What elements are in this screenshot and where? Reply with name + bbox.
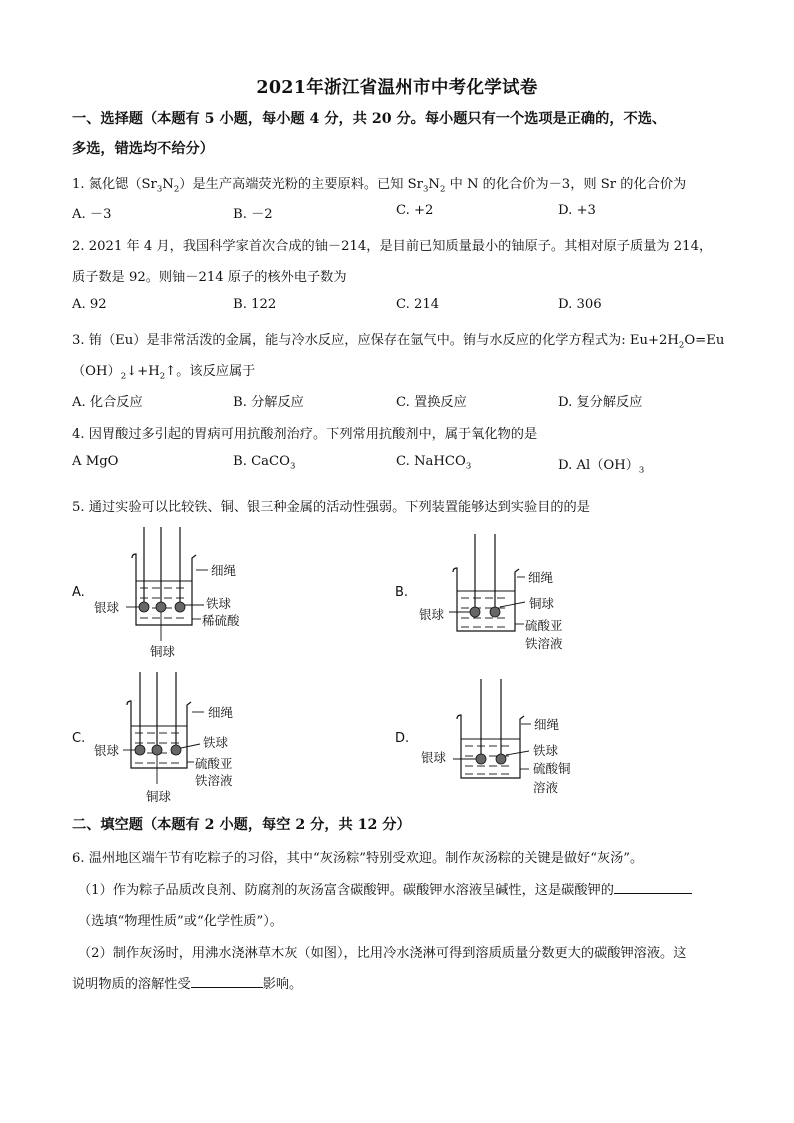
q3-stem-line2 [72,360,256,382]
solution-label-c-1: 硫酸亚 [195,756,233,771]
diagram-b-letter: B. [395,585,409,600]
left-ball-label-b: 银球 [419,607,445,622]
rope-label-c: 细绳 [208,705,234,720]
q6-part1-line1 [78,879,692,898]
q3-line2-sub: 2 [120,371,127,382]
q4-option-b-sub: 3 [289,461,296,472]
diagram-b-svg [393,532,593,662]
silver-ball-b [470,607,480,617]
q6-part2-text-b: 影响。 [262,977,303,992]
q4-option-c-sub: 3 [465,461,472,472]
solution-label-c-2: 铁溶液 [195,773,233,788]
diagram-a-letter: A. [72,585,85,600]
q3-option-b[interactable]: B. 分解反应 [233,395,304,410]
left-ball-label-c: 银球 [94,743,120,758]
left-ball-label-d: 银球 [421,750,447,765]
beaker-c [127,701,191,768]
q3-line1-end: O=Eu [684,333,725,348]
q1-option-c[interactable]: C. +2 [396,203,434,218]
q2-stem-line2: 质子数是 92。则铀－214 原子的核外电子数为 [72,270,347,285]
rope-label-a: 细绳 [211,563,237,578]
q2-option-a[interactable]: A. 92 [72,297,107,312]
q4-option-c[interactable] [396,454,472,472]
right-ball-label-d: 铁球 [533,743,559,758]
iron-ball-d [496,754,506,764]
right-ball-label-c: 铁球 [203,735,229,750]
beaker-b [453,568,519,631]
q6-blank-1[interactable] [614,881,692,894]
q6-part2-line1: （2）制作灰汤时，用沸水浇淋草木灰（如图），比用冷水浇淋可得到溶质质量分数更大的碳酸钾溶液。这 [78,946,687,961]
solution-label-a: 稀硫酸 [202,613,240,628]
q2-option-c[interactable]: C. 214 [396,297,440,312]
q6-stem: 6. 温州地区端午节有吃粽子的习俗，其中“灰汤粽”特别受欢迎。制作灰汤粽的关键是做好“灰汤”。 [72,851,644,866]
iron-ball-c [171,745,181,755]
left-ball-label-a: 银球 [94,600,120,615]
q3-line2-c: ↑。该反应属于 [165,364,256,379]
q5-stem: 5. 通过实验可以比较铁、铜、银三种金属的活动性强弱。下列装置能够达到实验目的的是 [72,500,590,515]
diagram-d-letter: D. [395,731,410,746]
q1-sub3: 3 [422,184,429,195]
q6-blank-2[interactable] [191,975,263,988]
rope-label-d: 细绳 [534,717,560,732]
ropes-a [144,527,180,603]
ropes-c [140,672,176,746]
bottom-label-a: 铜球 [150,644,176,659]
q1-option-a[interactable]: A. －3 [72,207,112,222]
diagram-b[interactable] [393,532,593,662]
silver-ball-c [135,745,145,755]
silver-ball-d [476,754,486,764]
section2-heading: 二、填空题（本题有 2 小题，每空 2 分，共 12 分） [72,817,411,833]
q1-sub4: 2 [439,184,446,195]
q3-stem-line1 [72,329,725,351]
bottom-label-c: 铜球 [146,789,172,804]
silver-ball-a [139,602,149,612]
rope-label-b: 细绳 [528,570,554,585]
right-ball-label-b: 铜球 [529,596,555,611]
diagram-d-svg [393,677,593,807]
q4-option-b[interactable] [233,454,296,472]
solution-label-d-1: 硫酸铜 [533,761,571,776]
diagram-d[interactable] [393,677,593,807]
diagram-a-svg [70,525,270,665]
q3-line1-sub: 2 [678,340,685,351]
solution-label-b-2: 铁溶液 [525,636,563,651]
q1-option-b[interactable]: B. －2 [233,207,273,222]
page-title: 2021年浙江省温州市中考化学试卷 [256,78,538,98]
beaker-a [132,554,196,625]
solution-label-d-2: 溶液 [533,780,559,795]
q1-stem [72,173,687,195]
q4-stem: 4. 因胃酸过多引起的胃病可用抗酸剂治疗。下列常用抗酸剂中，属于氧化物的是 [72,427,538,442]
copper-ball-c [152,745,162,755]
q4-option-b-text: B. CaCO [233,454,290,469]
q1-text-d: N [428,177,440,192]
q2-option-b[interactable]: B. 122 [233,297,277,312]
q6-part1-line2: （选填“物理性质”或“化学性质”）。 [78,914,283,929]
section1-heading [72,104,732,164]
q4-option-d-sub: 3 [638,465,645,476]
q1-sub1: 3 [156,184,163,195]
diagram-c-letter: C. [72,731,86,746]
diagram-a[interactable] [70,525,270,665]
q4-option-d[interactable] [558,454,645,476]
section1-heading-line2: 多选，错选均不给分） [72,141,214,157]
copper-ball-b [490,607,500,617]
right-ball-label-a: 铁球 [206,596,232,611]
q3-option-a[interactable]: A. 化合反应 [72,395,143,410]
q4-option-d-text: D. Al（OH） [558,458,639,473]
section1-heading-line1: 一、选择题（本题有 5 小题，每小题 4 分，共 20 分。每小题只有一个选项是正确的，不选、 [72,111,667,127]
q3-line2-b: ↓+H [126,364,160,379]
q1-sub2: 2 [173,184,180,195]
q3-line2-sub2: 2 [159,371,166,382]
beaker-d [457,715,524,778]
copper-ball-a [156,602,166,612]
q1-option-d[interactable]: D. +3 [558,203,596,218]
q2-stem-line1: 2. 2021 年 4 月，我国科学家首次合成的铀－214，是目前已知质量最小的铀原子。其相对原子质量为 214， [72,239,713,254]
q1-text-e: 中 N 的化合价为－3，则 Sr 的化合价为 [445,177,687,192]
q1-text-a: 1. 氮化锶（Sr [72,177,157,192]
q3-option-c[interactable]: C. 置换反应 [396,395,467,410]
q6-part2-text-a: 说明物质的溶解性受 [72,977,191,992]
q3-line1-text: 3. 铕（Eu）是非常活泼的金属，能与冷水反应，应保存在氩气中。铕与水反应的化学方程式为: Eu+2H [72,333,679,348]
q1-text-c: ）是生产高端荧光粉的主要原料。已知 Sr [179,177,423,192]
q2-option-d[interactable]: D. 306 [558,297,602,312]
q1-text-b: N [162,177,174,192]
diagram-c[interactable] [70,670,270,810]
q6-part2-line2 [72,973,302,992]
q6-part1-text: （1）作为粽子品质改良剂、防腐剂的灰汤富含碳酸钾。碳酸钾水溶液呈碱性，这是碳酸钾的 [78,883,614,898]
iron-ball-a [175,602,185,612]
q3-option-d[interactable]: D. 复分解反应 [558,395,643,410]
solution-label-b-1: 硫酸亚 [525,618,563,633]
ropes-b [475,534,495,608]
ropes-d [481,679,501,755]
q3-line2-a: （OH） [72,364,121,379]
q4-option-a[interactable]: A MgO [72,454,119,469]
q4-option-c-text: C. NaHCO [396,454,466,469]
diagram-c-svg [70,670,270,810]
